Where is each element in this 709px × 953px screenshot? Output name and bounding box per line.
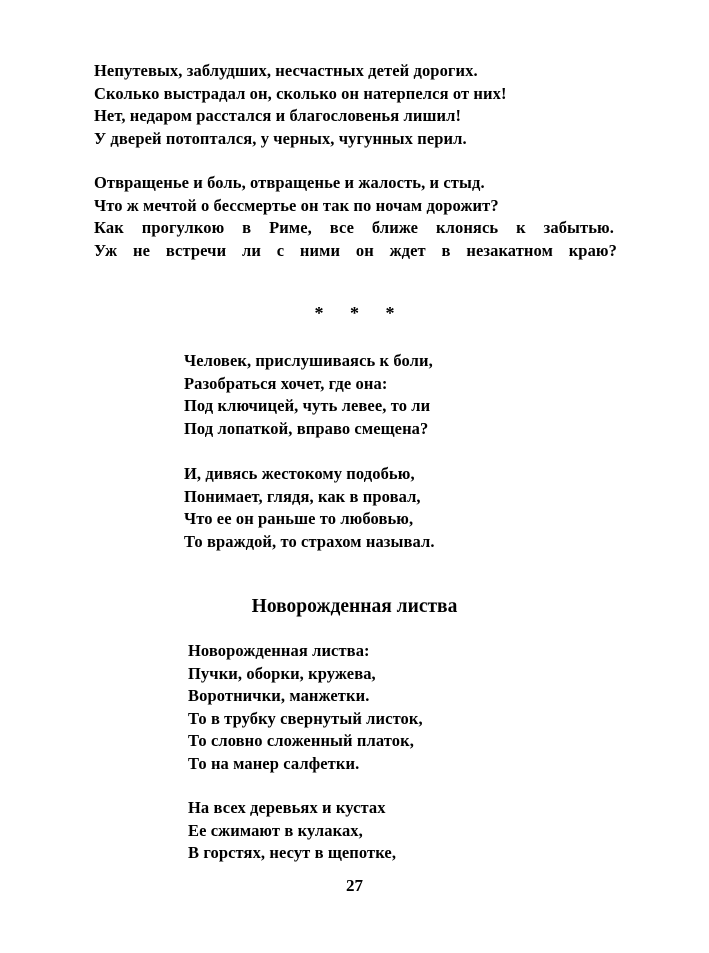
poem-line: Пучки, оборки, кружева, xyxy=(188,663,376,683)
poem-stanza xyxy=(184,350,484,440)
poem-line: То на манер салфетки. xyxy=(188,753,360,773)
poem-line: Отвращенье и боль, отвращенье и жалость, и стыд. xyxy=(94,173,485,192)
poem-line: Ее сжимают в кулаках, xyxy=(188,820,363,840)
poem-line: Новорожденная листва: xyxy=(188,641,370,660)
poem-line: Воротнички, манжетки. xyxy=(188,686,370,705)
poem-line: То враждой, то страхом называл. xyxy=(184,531,435,551)
poem-stanza xyxy=(188,797,488,865)
poem-stanza xyxy=(188,640,488,775)
section-divider: * * * xyxy=(314,303,406,323)
poem-title: Новорожденная листва xyxy=(251,596,458,617)
poem-line: Под ключицей, чуть левее, то ли xyxy=(184,396,431,415)
poem-line: Сколько выстрадал он, сколько он натерпелся от них! xyxy=(94,83,507,103)
poem-line: Человек, прислушиваясь к боли, xyxy=(184,351,433,370)
poem-line: Нет, недаром расстался и благословенья лишил! xyxy=(94,106,462,125)
poem-line: Уж не встречи ли с ними он ждет в незакатном краю? xyxy=(94,240,617,260)
poem-line: В горстях, несут в щепотке, xyxy=(188,843,397,862)
poem-line: То словно сложенный платок, xyxy=(188,731,414,750)
poem-line: То в трубку свернутый листок, xyxy=(188,708,423,728)
poem-line: Под лопаткой, вправо смещена? xyxy=(184,418,429,438)
poem-line: И, дивясь жестокому подобью, xyxy=(184,464,415,483)
poem-stanza xyxy=(184,463,484,553)
poem-stanza xyxy=(94,60,584,150)
poem-line: Как прогулкою в Риме, все ближе клонясь к забытью. xyxy=(94,218,614,237)
poem-line: На всех деревьях и кустах xyxy=(188,798,386,817)
poem-stanza xyxy=(94,172,617,262)
poem-line: Что ее он раньше то любовью, xyxy=(184,509,414,528)
poem-line: У дверей потоптался, у черных, чугунных перил. xyxy=(94,128,467,148)
page-number: 27 xyxy=(346,876,363,895)
poem-line: Понимает, глядя, как в провал, xyxy=(184,486,421,506)
poem-line: Разобраться хочет, где она: xyxy=(184,373,388,393)
poem-line: Непутевых, заблудших, несчастных детей дорогих. xyxy=(94,61,478,80)
poem-line: Что ж мечтой о бессмертье он так по ночам дорожит? xyxy=(94,195,499,215)
